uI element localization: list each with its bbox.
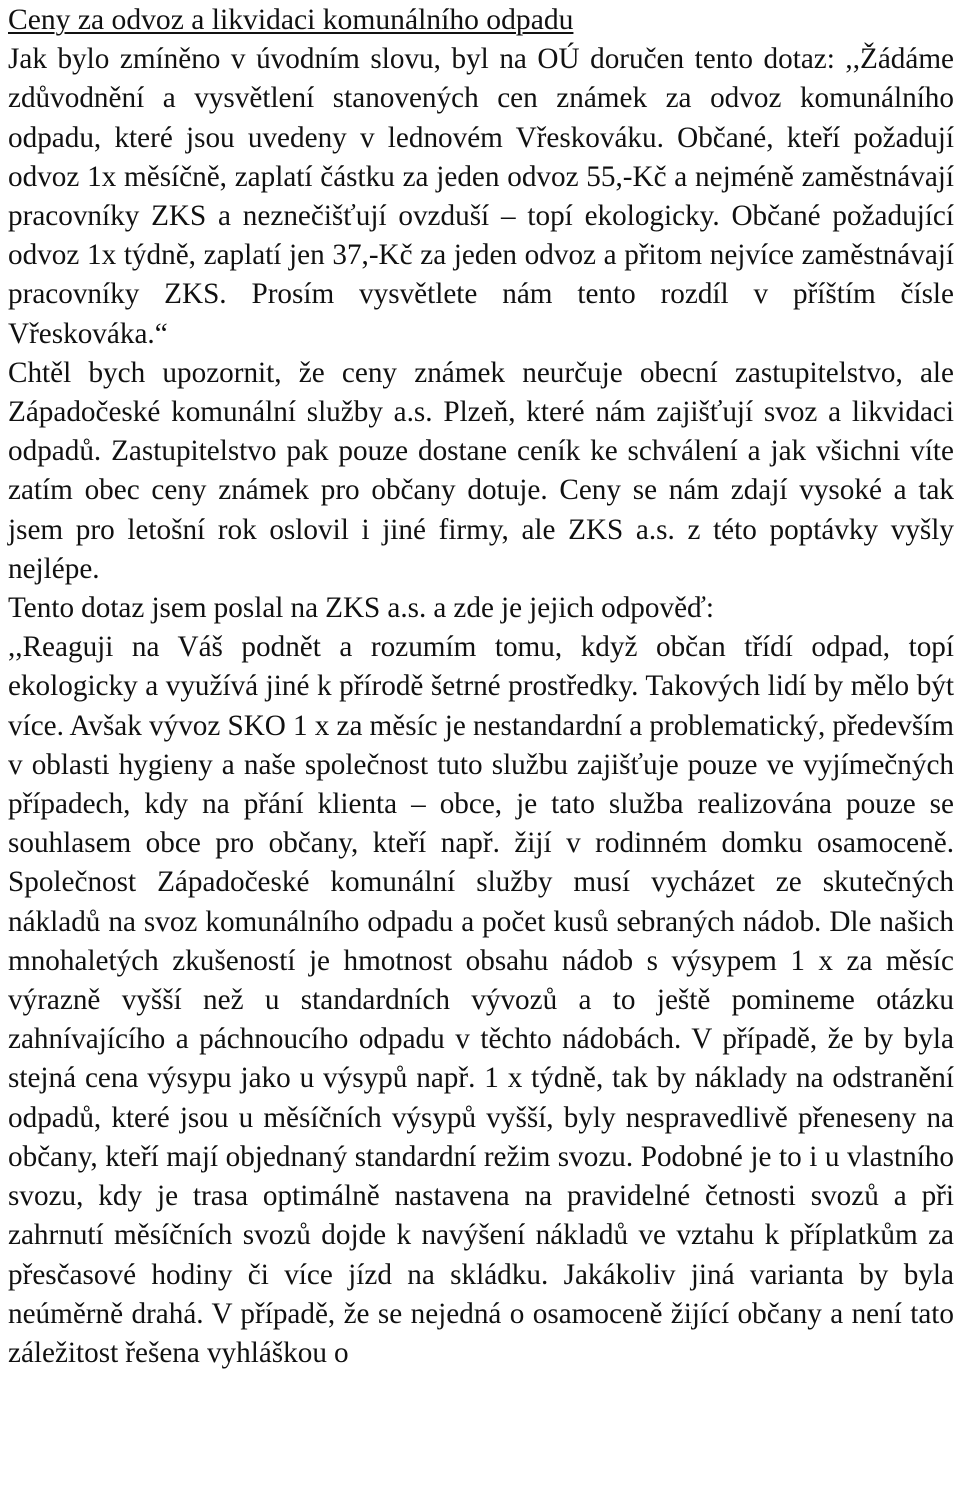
paragraph-zks-answer: ,,Reaguji na Váš podnět a rozumím tomu, když občan třídí odpad, topí ekologicky a využívá jiné k přírodě šetrné prostředky. Takových lidí by mělo být více. Avšak vývoz SKO 1 x za měsíc je nestandardní a problematický, především v oblasti hygieny a naše společnost tuto službu zajišťuje pouze ve vyjímečných případech, kdy na přání klienta – obce, je tato služba realizována pouze se souhlasem obce pro občany, kteří např. žijí v rodinném domku osamoceně. Společnost Západočeské komunální služby musí vycházet ze skutečných nákladů na svoz komunálního odpadu a počet kusů sebraných nádob. Dle našich mnohaletých zkušeností je hmotnost obsahu nádob s výsypem 1 x za měsíc výrazně vyšší než u standardních vývozů a to ještě pomineme otázku zahnívajícího a páchnoucího odpadu v těchto nádobách. V případě, že by byla stejná cena výsypu jako u výsypů např. 1 x týdně, tak by náklady na odstranění odpadů, které jsou u měsíčních výsypů vyšší, byly nespravedlivě přeneseny na občany, kteří mají objednaný standardní režim svozu. Podobné je to i u vlastního svozu, kdy je trasa optimálně nastavena na pravidelné četnosti svozů a při zahrnutí měsíčních svozů dojde k navýšení nákladů ve vztahu k příplatkům za přesčasové hodiny či více jízd na skládku. Jakákoliv jiná varianta by byla neúměrně drahá. V případě, že se nejedná o osamoceně žijící občany a není tato záležitost řešena vyhláškou o [8, 631, 954, 1369]
page-title: Ceny za odvoz a likvidaci komunálního odpadu [8, 4, 574, 36]
paragraph-question: Jak bylo zmíněno v úvodním slovu, byl na OÚ doručen tento dotaz: ,,Žádáme zdůvodnění a vysvětlení stanovených cen známek za odvoz komunálního odpadu, které jsou uvedeny v lednovém Vřeskováku. Občané, kteří požadují odvoz 1x měsíčně, zaplatí částku za jeden odvoz 55,-Kč a nejméně zaměstnávají pracovníky ZKS a neznečišťují ovzduší – topí ekologicky. Občané požadující odvoz 1x týdně, zaplatí jen 37,-Kč za jeden odvoz a přitom nejvíce zaměstnávají pracovníky ZKS. Prosím vysvětlete nám tento rozdíl v příštím čísle Vřeskováka.“ [8, 43, 954, 350]
paragraph-mayor-response: Chtěl bych upozornit, že ceny známek neurčuje obecní zastupitelstvo, ale Západočeské komunální služby a.s. Plzeň, které nám zajišťují svoz a likvidaci odpadů. Zastupitelstvo pak pouze dostane ceník ke schválení a jak všichni víte zatím obec ceny známek pro občany dotuje. Ceny se nám zdají vysoké a tak jsem pro letošní rok oslovil i jiné firmy, ale ZKS a.s. z této poptávky vyšly nejlépe. [8, 356, 954, 585]
paragraph-zks-intro: Tento dotaz jsem poslal na ZKS a.s. a zde je jejich odpověď: [8, 592, 715, 625]
